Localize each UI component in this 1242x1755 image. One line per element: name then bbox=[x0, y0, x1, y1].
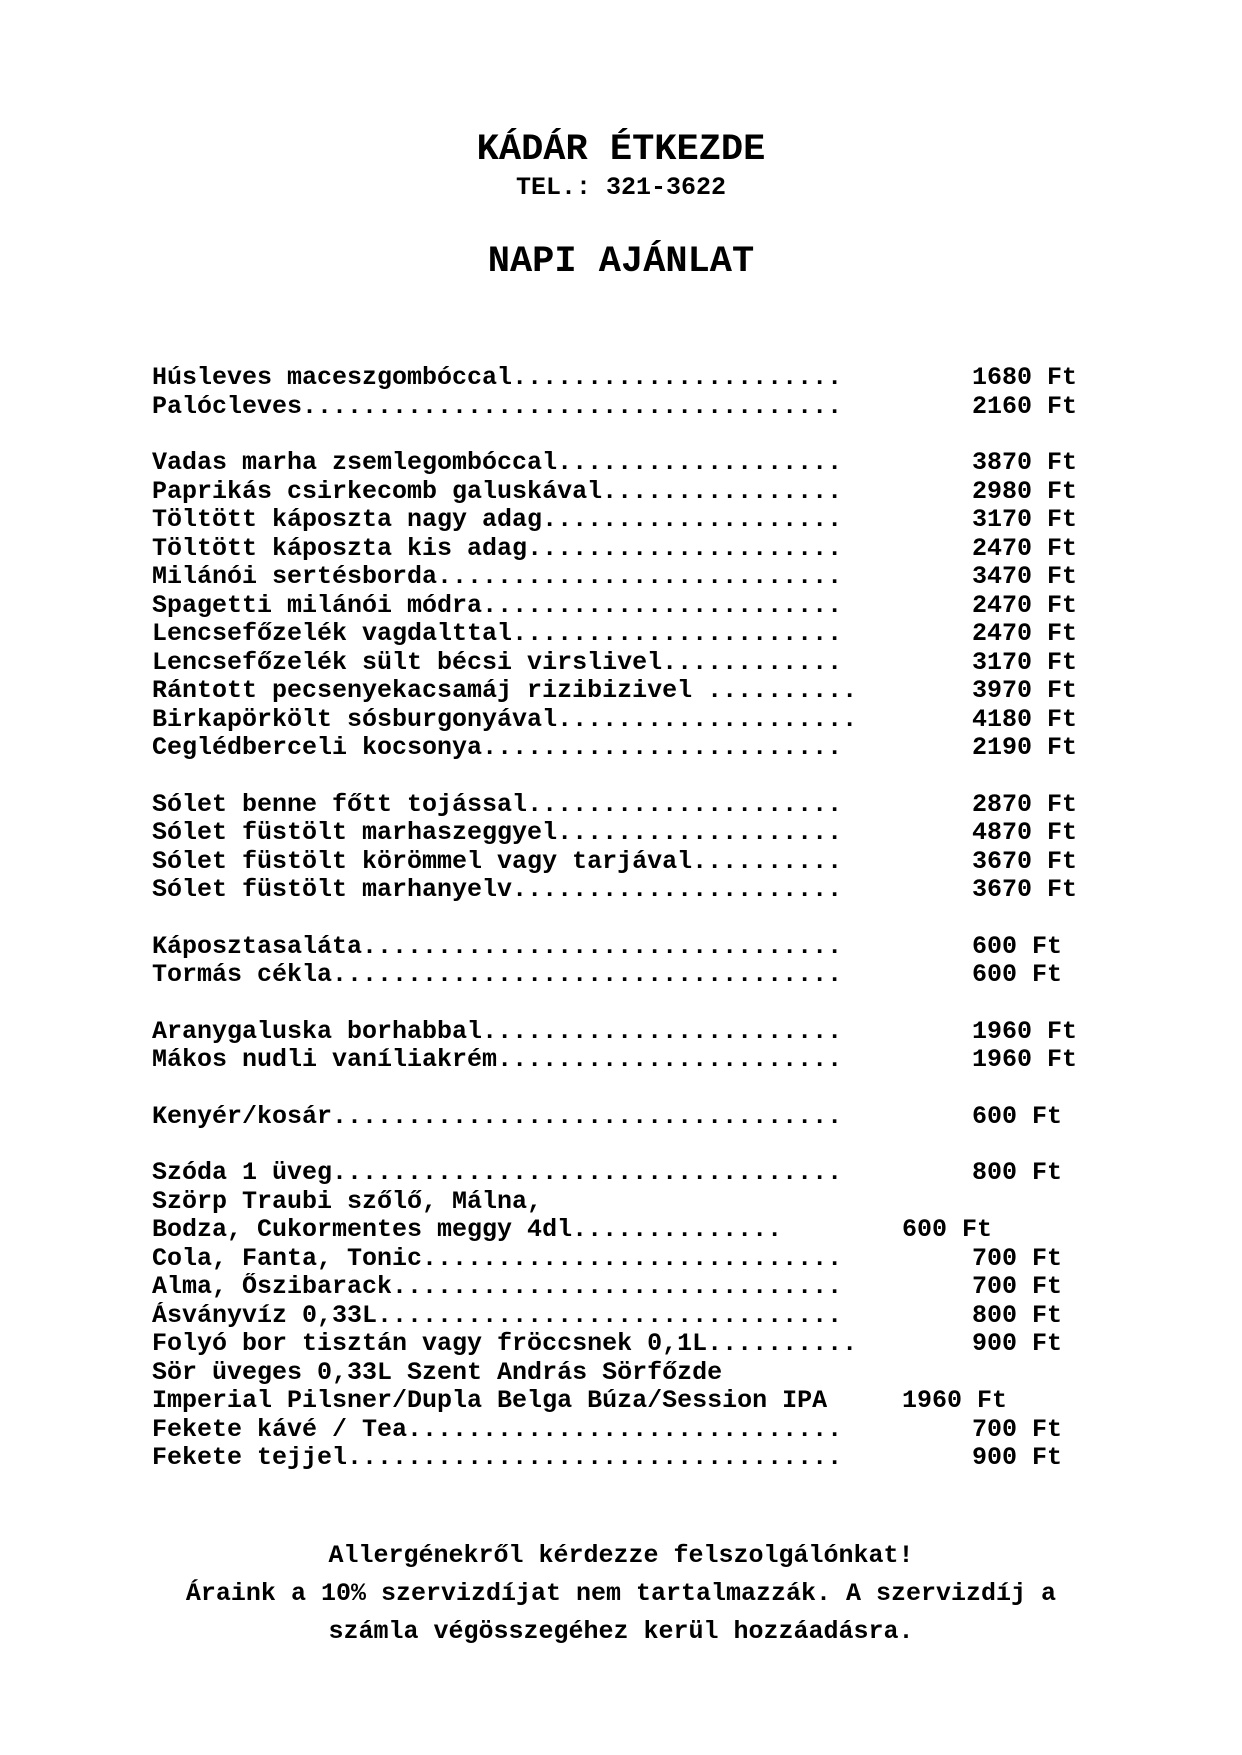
menu-item bbox=[152, 1046, 1242, 1075]
menu-item-text bbox=[152, 961, 972, 990]
menu-item-text bbox=[152, 876, 972, 905]
menu-item-text bbox=[152, 706, 972, 735]
dot-leader: ............................. bbox=[407, 1415, 843, 1444]
menu-item-text bbox=[152, 506, 972, 535]
menu-item-label: Fekete tejjel bbox=[152, 1444, 348, 1472]
menu-item-price: 700 Ft bbox=[972, 1414, 1063, 1444]
menu-item bbox=[152, 649, 1242, 678]
menu-item-price: 1960 Ft bbox=[902, 1386, 1008, 1415]
menu-item-label: Rántott pecsenyekacsamáj rizibizivel bbox=[152, 677, 693, 705]
menu-item-label: Ceglédberceli kocsonya bbox=[152, 734, 483, 762]
menu-item-price: 600 Ft bbox=[902, 1215, 993, 1244]
dot-leader: ..................... bbox=[527, 534, 843, 563]
dot-leader: ............................ bbox=[422, 1244, 843, 1273]
menu-item-label: Aranygaluska borhabbal bbox=[152, 1017, 483, 1046]
menu-group-bread bbox=[152, 1103, 1242, 1132]
menu-item bbox=[152, 1188, 1242, 1217]
menu-item-price: 3470 Ft bbox=[972, 562, 1078, 591]
dot-leader: .............. bbox=[572, 1216, 783, 1244]
menu-item bbox=[152, 876, 1242, 905]
menu-item-price: 700 Ft bbox=[972, 1272, 1063, 1301]
menu-item bbox=[152, 449, 1242, 478]
menu-item-price: 2190 Ft bbox=[972, 733, 1078, 762]
menu-item-text bbox=[152, 592, 972, 621]
dot-leader: ........................... bbox=[437, 563, 843, 591]
menu-item-label: Szóda 1 üveg bbox=[152, 1159, 333, 1187]
dot-leader: ................... bbox=[557, 449, 843, 477]
menu-item-price: 4870 Ft bbox=[972, 818, 1078, 847]
menu-item-label: Sólet füstölt marhanyelv bbox=[152, 876, 513, 904]
dot-leader: ................ bbox=[602, 477, 843, 506]
menu-item-text bbox=[152, 1387, 902, 1416]
menu-item-label: Cola, Fanta, Tonic bbox=[152, 1244, 423, 1273]
dot-leader: ................................. bbox=[347, 1444, 843, 1472]
menu-item-label: Kenyér/kosár bbox=[152, 1102, 333, 1131]
menu-item bbox=[152, 734, 1242, 763]
dot-leader: ........................ bbox=[482, 1017, 843, 1046]
menu-item-label: Ásványvíz 0,33L bbox=[152, 1301, 378, 1330]
dot-leader: .................... bbox=[542, 506, 843, 534]
menu-item-text bbox=[152, 1216, 902, 1245]
menu-item-label: Sör üveges 0,33L Szent András Sörfőzde bbox=[152, 1358, 723, 1387]
menu-item bbox=[152, 393, 1242, 422]
page-subtitle: NAPI AJÁNLAT bbox=[487, 241, 755, 283]
menu-item bbox=[152, 478, 1242, 507]
dot-leader: .......... bbox=[707, 1330, 858, 1358]
header bbox=[0, 0, 1242, 202]
menu-item bbox=[152, 1245, 1242, 1274]
menu-item bbox=[152, 1103, 1242, 1132]
menu-item-text bbox=[152, 791, 972, 820]
menu-item bbox=[152, 677, 1242, 706]
menu-item-price: 1960 Ft bbox=[972, 1016, 1078, 1046]
menu-item bbox=[152, 364, 1242, 393]
menu-item-label: Tormás cékla bbox=[152, 961, 333, 989]
menu-item-text bbox=[152, 1416, 972, 1445]
menu-item-price: 4180 Ft bbox=[972, 704, 1078, 734]
menu-item-text bbox=[152, 848, 972, 877]
phone-number: TEL.: 321-3622 bbox=[515, 173, 727, 202]
dot-leader: ....................... bbox=[497, 1046, 843, 1074]
menu-item bbox=[152, 961, 1242, 990]
menu-item-label: Szörp Traubi szőlő, Málna, bbox=[152, 1187, 543, 1216]
menu-item-label: Paprikás csirkecomb galuskával bbox=[152, 477, 603, 506]
menu-item bbox=[152, 1159, 1242, 1188]
dot-leader: .................... bbox=[557, 705, 858, 734]
menu-item bbox=[152, 1387, 1242, 1416]
menu-item bbox=[152, 933, 1242, 962]
menu-item bbox=[152, 1359, 1242, 1388]
menu-item-text bbox=[152, 677, 972, 706]
menu-item bbox=[152, 506, 1242, 535]
menu-group-drinks bbox=[152, 1159, 1242, 1473]
menu-item-text bbox=[152, 364, 972, 393]
menu-item-price: 1680 Ft bbox=[972, 363, 1078, 392]
menu-item-price: 2980 Ft bbox=[972, 476, 1078, 506]
menu-item bbox=[152, 1330, 1242, 1359]
menu-item-label: Folyó bor tisztán vagy fröccsnek 0,1L bbox=[152, 1330, 708, 1358]
menu-item-text bbox=[152, 819, 972, 848]
menu-item-text bbox=[152, 1359, 972, 1388]
menu-item-price: 700 Ft bbox=[972, 1243, 1063, 1273]
dot-leader: .................................... bbox=[302, 392, 843, 421]
menu-item-text bbox=[152, 563, 972, 592]
menu-item-label: Káposztasaláta bbox=[152, 932, 363, 961]
menu-item-price: 600 Ft bbox=[972, 931, 1063, 961]
menu-group-desserts bbox=[152, 1018, 1242, 1075]
menu-item bbox=[152, 1302, 1242, 1331]
menu-group-solet bbox=[152, 791, 1242, 905]
dot-leader: .................................. bbox=[332, 1159, 843, 1187]
menu-item-text bbox=[152, 449, 972, 478]
menu-item-price: 1960 Ft bbox=[972, 1045, 1078, 1074]
menu-item-price: 3670 Ft bbox=[972, 846, 1078, 876]
dot-leader: ............................... bbox=[377, 1301, 843, 1330]
menu-item bbox=[152, 706, 1242, 735]
menu-item bbox=[152, 620, 1242, 649]
menu-item-text bbox=[152, 1330, 972, 1359]
menu-item-label: Palócleves bbox=[152, 392, 303, 421]
menu-item-price: 600 Ft bbox=[972, 960, 1063, 989]
menu-item-text bbox=[152, 1188, 972, 1217]
dot-leader: ........................ bbox=[482, 591, 843, 620]
menu-item-label: Töltött káposzta kis adag bbox=[152, 534, 528, 563]
menu-item-text bbox=[152, 1103, 972, 1132]
menu bbox=[152, 364, 1242, 1473]
footer bbox=[0, 1537, 1242, 1651]
menu-item bbox=[152, 819, 1242, 848]
menu-item-price: 600 Ft bbox=[972, 1101, 1063, 1131]
menu-item bbox=[152, 791, 1242, 820]
menu-item-label: Alma, Őszibarack bbox=[152, 1273, 393, 1301]
dot-leader: ..................... bbox=[527, 790, 843, 819]
menu-item-label: Bodza, Cukormentes meggy 4dl bbox=[152, 1216, 573, 1244]
menu-item-label: Sólet benne főtt tojással bbox=[152, 790, 528, 819]
dot-leader: .................................. bbox=[332, 1102, 843, 1131]
menu-item-price: 3870 Ft bbox=[972, 448, 1078, 477]
dot-leader: .............................. bbox=[392, 1273, 843, 1301]
menu-item-label: Lencsefőzelék sült bécsi virslivel bbox=[152, 648, 663, 677]
dot-leader: ............ bbox=[662, 648, 843, 677]
footer-line-allergens: Allergénekről kérdezze felszolgálónkat! bbox=[328, 1540, 914, 1570]
dot-leader: ...................... bbox=[512, 364, 843, 392]
menu-item-label: Fekete kávé / Tea bbox=[152, 1415, 408, 1444]
menu-item-label: Milánói sertésborda bbox=[152, 563, 438, 591]
menu-item-text bbox=[152, 535, 972, 564]
menu-item-text bbox=[152, 1302, 972, 1331]
page-title: KÁDÁR ÉTKEZDE bbox=[476, 129, 766, 171]
menu-item-label: Mákos nudli vaníliakrém bbox=[152, 1046, 498, 1074]
menu-item-price: 800 Ft bbox=[972, 1158, 1063, 1187]
dot-leader: .......... bbox=[692, 847, 843, 876]
menu-item bbox=[152, 1444, 1242, 1473]
menu-item-price: 2470 Ft bbox=[972, 533, 1078, 563]
menu-item-label: Spagetti milánói módra bbox=[152, 591, 483, 620]
menu-item bbox=[152, 1018, 1242, 1047]
menu-item-price: 3970 Ft bbox=[972, 676, 1078, 705]
menu-item-text bbox=[152, 1444, 972, 1473]
menu-item-price: 3670 Ft bbox=[972, 875, 1078, 904]
menu-item-price: 900 Ft bbox=[972, 1443, 1063, 1472]
menu-item-text bbox=[152, 1245, 972, 1274]
menu-item-text bbox=[152, 933, 972, 962]
menu-item bbox=[152, 848, 1242, 877]
menu-item-label: Sólet füstölt körömmel vagy tarjával bbox=[152, 847, 693, 876]
menu-item-price: 2160 Ft bbox=[972, 391, 1078, 421]
dot-leader: .......... bbox=[692, 677, 858, 705]
menu-item-price: 3170 Ft bbox=[972, 647, 1078, 677]
menu-item-label: Töltött káposzta nagy adag bbox=[152, 506, 543, 534]
menu-item-text bbox=[152, 734, 972, 763]
menu-item-price: 2870 Ft bbox=[972, 789, 1078, 819]
menu-item bbox=[152, 1273, 1242, 1302]
menu-item bbox=[152, 1416, 1242, 1445]
menu-item-text bbox=[152, 1018, 972, 1047]
dot-leader: ...................... bbox=[512, 620, 843, 648]
dot-leader: ................................ bbox=[362, 932, 843, 961]
menu-group-salads bbox=[152, 933, 1242, 990]
menu-item-price: 2470 Ft bbox=[972, 619, 1078, 648]
menu-item-label: Lencsefőzelék vagdalttal bbox=[152, 620, 513, 648]
menu-item-label: Húsleves maceszgombóccal bbox=[152, 364, 513, 392]
menu-item-price: 3170 Ft bbox=[972, 505, 1078, 534]
dot-leader: ........................ bbox=[482, 734, 843, 762]
menu-item bbox=[152, 592, 1242, 621]
menu-item bbox=[152, 1216, 1242, 1245]
menu-item-label: Imperial Pilsner/Dupla Belga Búza/Session IPA bbox=[152, 1387, 828, 1415]
footer-line-service-charge: Áraink a 10% szervizdíjat nem tartalmazzák. A szervizdíj a bbox=[185, 1578, 1057, 1608]
menu-item-text bbox=[152, 620, 972, 649]
menu-item-text bbox=[152, 393, 972, 422]
menu-item-label: Vadas marha zsemlegombóccal bbox=[152, 449, 558, 477]
menu-item-text bbox=[152, 1273, 972, 1302]
dot-leader: ................... bbox=[557, 819, 843, 847]
footer-line-service-charge-2: számla végösszegéhez kerül hozzáadásra. bbox=[328, 1616, 914, 1646]
menu-item-label: Sólet füstölt marhaszeggyel bbox=[152, 819, 558, 847]
menu-item-price: 900 Ft bbox=[972, 1329, 1063, 1358]
menu-group-soups bbox=[152, 364, 1242, 421]
dot-leader: .................................. bbox=[332, 961, 843, 989]
menu-item-text bbox=[152, 1046, 972, 1075]
menu-item bbox=[152, 535, 1242, 564]
menu-item-price: 2470 Ft bbox=[972, 590, 1078, 620]
menu-item bbox=[152, 563, 1242, 592]
menu-group-mains bbox=[152, 449, 1242, 763]
menu-item-text bbox=[152, 649, 972, 678]
menu-item-text bbox=[152, 478, 972, 507]
dot-leader: ...................... bbox=[512, 876, 843, 904]
menu-item-text bbox=[152, 1159, 972, 1188]
menu-item-price: 800 Ft bbox=[972, 1300, 1063, 1330]
menu-item-label: Birkapörkölt sósburgonyával bbox=[152, 705, 558, 734]
